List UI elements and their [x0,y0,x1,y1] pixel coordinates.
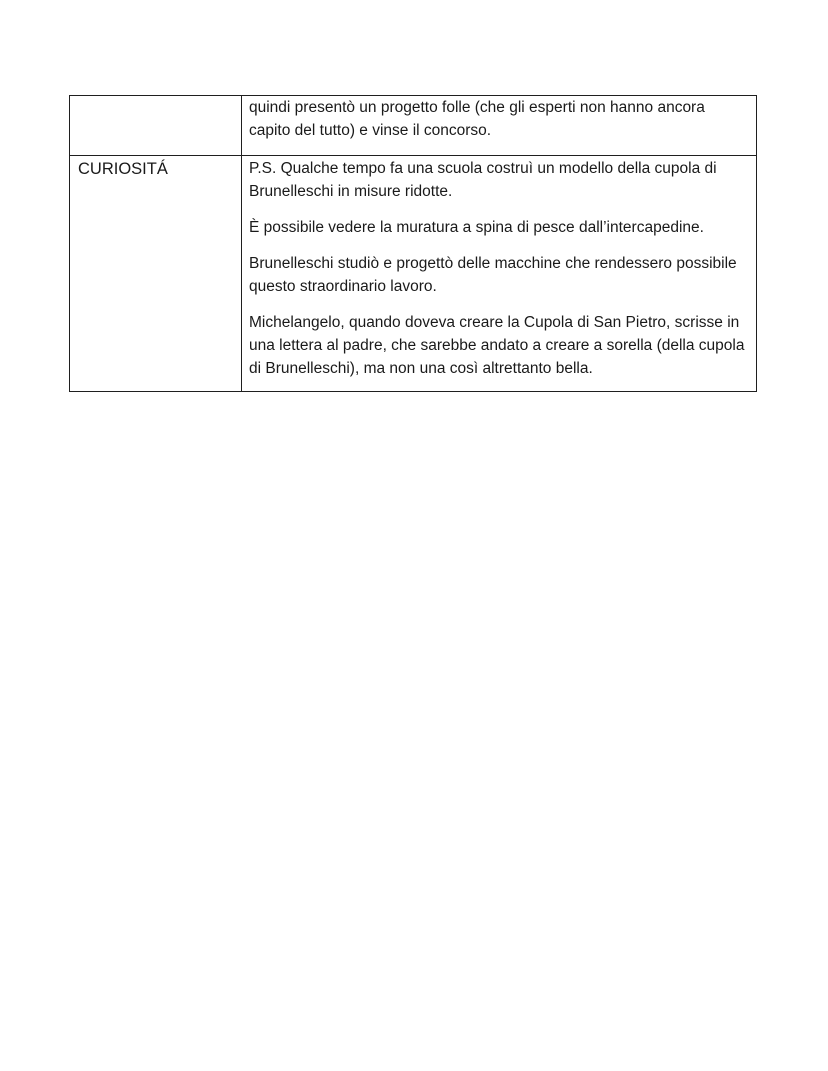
content-table [69,95,757,392]
paragraph: È possibile vedere la muratura a spina di pesce dall’intercapedine. [249,219,704,236]
row-content [242,96,757,156]
table-row [70,156,757,392]
paragraph: Brunelleschi studiò e progettò delle macchine che rendessero possibile questo straordinario lavoro. [249,255,737,295]
paragraph: quindi presentò un progetto folle (che gli esperti non hanno ancora capito del tutto) e vinse il concorso. [249,99,705,139]
row-content [242,156,757,392]
paragraph: P.S. Qualche tempo fa una scuola costruì un modello della cupola di Brunelleschi in misure ridotte. [249,160,717,200]
row-label: CURIOSITÁ [70,156,242,392]
table-row [70,96,757,156]
row-label [70,96,242,156]
paragraph: Michelangelo, quando doveva creare la Cupola di San Pietro, scrisse in una lettera al padre, che sarebbe andato a creare a sorella (della cupola di Brunelleschi), ma non una così altrettanto bella. [249,314,745,377]
